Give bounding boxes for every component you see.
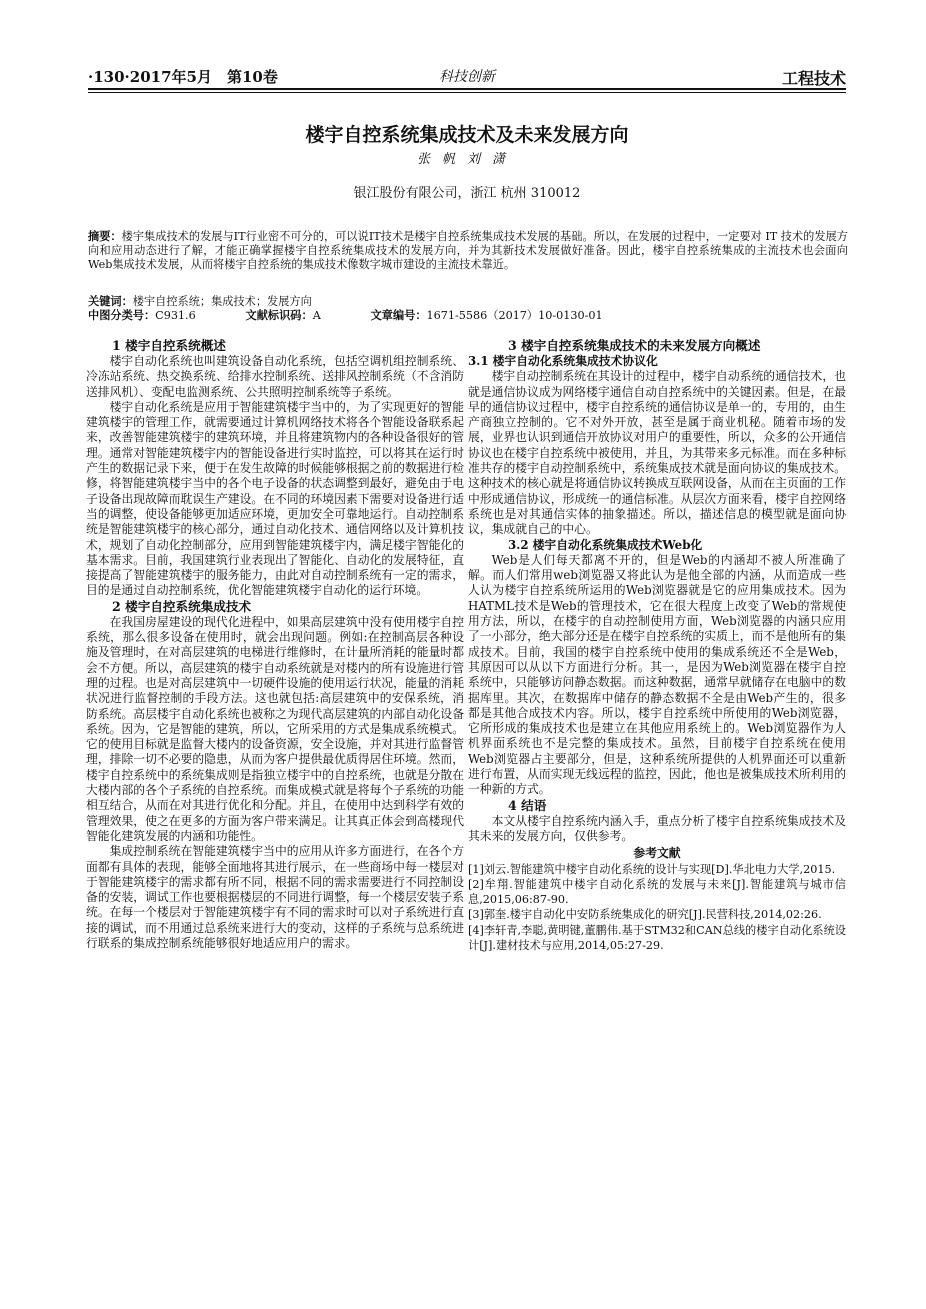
- section-4-title: 4 结语: [508, 797, 547, 813]
- paper-authors: 张帆刘潇: [416, 152, 517, 167]
- clc-value: C931.6: [155, 309, 196, 322]
- section-3-2-title: 3.2 楼宇自动化系统集成技术Web化: [508, 537, 703, 552]
- reference-item: [3]郭奎.楼宇自动化中安防系统集成化的研究[J].民营科技,2014,02:26.: [468, 908, 822, 922]
- abstract: [88, 230, 848, 271]
- section-2-paragraph: 在我国房屋建设的现代化进程中，如果高层建筑中没有使用楼宇自控系统，那么很多设备在使用时，就会出现问题。例如:在控制高层各种设施及管理时，在对高层建筑的电梯进行维修时，在计量所消耗的能量时都会不方便。所以，高层建筑的楼宇自动系统就是对楼内的所有设施进行管理的过程。也是对高层建筑中一切硬件设施的使用运行状况，能量的消耗状况进行监督控制的手段方法。这也就包括:高层建筑中的安保系统，消防系统。高层楼宇自动化系统也被称之为现代高层建筑的内部自动化设备系统。因为，它是智能的建筑，所以，它所采用的方式是集成系统模式。它的使用目标就是监督大楼内的设备资源，安全设施，并对其进行监督管理，排除一切不必要的隐患，从而为客户提供最优质得居住环境。然而，楼宇自控系统中的系统集成则是指独立楼宇中的自控系统，也就是分散在大楼内部的各个子系统的自控系统。而集成模式就是将每个子系统的功能相互结合，从而在对其进行优化和分配。并且，在使用中达到科学有效的管理效果，使之在更多的方面为客户带来满足。让其真正体会到高楼现代智能化建筑发展的内涵和功能性。: [86, 614, 464, 843]
- paper-affiliation: 银江股份有限公司，浙江 杭州 310012: [353, 186, 581, 201]
- keywords-label: 关键词：: [88, 294, 133, 308]
- abstract-text: 楼宇集成技术的发展与IT行业密不可分的，可以说IT技术是楼宇自控系统集成技术发展的基础。所以，在发展的过程中，一定要对 IT 技术的发展方向和应用动态进行了解，才能正确掌握楼宇自控系统集成技术的发展方向，并为其新技术发展做好准备。因此，楼宇自控系统集成的主流技术也会面向Web集成技术发展，从而将楼宇自控系统的集成技术像数字城市建设的主流技术靠近。: [88, 230, 848, 271]
- reference-item: [1]刘云.智能建筑中楼宇自动化系统的设计与实现[D].华北电力大学,2015.: [468, 862, 836, 876]
- right-column: [468, 338, 846, 953]
- keywords-text: 楼宇自控系统；集成技术；发展方向: [132, 295, 312, 308]
- header-rule-thin: [88, 92, 846, 93]
- section-4-paragraph: 本文从楼宇自控系统内涵入手，重点分析了楼宇自控系统集成技术及其未来的发展方向，仅供参考。: [468, 813, 846, 843]
- section-3-1-title: 3.1 楼宇自动化系统集成技术协议化: [468, 354, 658, 368]
- article-no-label: 文章编号：: [370, 308, 427, 322]
- references-heading: 参考文献: [633, 846, 681, 861]
- article-no-value: 1671-5586（2017）10-0130-01: [426, 309, 603, 322]
- header-section-name: 工程技术: [781, 69, 846, 88]
- page-header: [88, 66, 846, 86]
- header-issue-info: ·130·2017年5月 第10卷: [88, 68, 278, 86]
- paper-title: 楼宇自控系统集成技术及未来发展方向: [305, 124, 629, 146]
- doc-code-label: 文献标识码：: [245, 308, 313, 322]
- classification-line: [88, 308, 848, 323]
- section-3-2-paragraph: Web是人们每天都离不开的，但是Web的内涵却不被人所准确了解。而人们常用web浏览器又将此认为是他全部的内涵，从而造成一些人认为楼宇自控系统所运用的Web浏览器就是它的应用集成技术。因为HATML技术是Web的管理技术，它在很大程度上改变了Web的常规使用方法，所以，在楼宇的自动控制使用方面，Web浏览器的内涵只应用了一小部分，绝大部分还是在楼宇自控系统的实质上，而不是他所有的集成技术。目前，我国的楼宇自控系统中使用的集成系统还不全是Web，其原因可以从以下方面进行分析。其一，是因为Web浏览器在楼宇自控系统中，只能够访问静态数据。而这种数据，通常早就储存在电脑中的数据库里。其次，在数据库中储存的静态数据不全是由Web产生的，很多都是其他合成技术内容。所以，楼宇自控系统中所使用的Web浏览器，它所形成的集成技术也是建立在其他应用系统上的。Web浏览器作为人机界面系统也不是完整的集成技术。虽然，目前楼宇自控系统在使用Web浏览器占主要部分，但是，这种系统所提供的人机界面还可以重新进行布置，从而实现无线远程的监控，因此，他也是被集成技术所利用的一种新的方式。: [468, 552, 846, 797]
- doc-code-value: A: [312, 309, 321, 322]
- keywords: [88, 294, 848, 309]
- section-1-paragraph: 楼宇自动化系统也叫建筑设备自动化系统，包括空调机组控制系统、冷冻站系统、热交换系统、给排水控制系统、送排风控制系统（不含消防送排风机）、变配电监测系统、公共照明控制系统等子系统。: [86, 354, 464, 399]
- clc-label: 中图分类号：: [88, 308, 156, 322]
- section-2-title: 2 楼宇自控系统集成技术: [112, 598, 252, 614]
- reference-item: [4]李轩青,李聪,黄明键,董鹏伟.基于STM32和CAN总线的楼宇自动化系统设计[J].建材技术与应用,2014,05:27-29.: [468, 923, 846, 952]
- section-1-paragraph: 楼宇自动化系统是应用于智能建筑楼宇当中的，为了实现更好的智能建筑楼宇的管理工作，就需要通过计算机网络技术将各个智能设备联系起来，改善智能建筑楼宇的建筑环境，并且将建筑物内的各种设备很好的管理。通常对智能建筑楼宇内的智能设备进行实时监控，可以将其在运行时产生的数据记录下来，便于在发生故障的时候能够根据之前的数据进行检修，将智能建筑楼宇当中的各个电子设备的状态调整到最好，避免由于电子设备出现故障而耽误生产建设。在不同的环境因素下需要对设备进行适当的调整，使设备能够更加适应环境，更加安全可靠地运行。自动控制系统是智能建筑楼宇的核心部分，通过自动化技术、通信网络以及计算机技术，规划了自动化控制部分，应用到智能建筑楼宇内，满足楼宇智能化的基本需求。目前，我国建筑行业表现出了智能化、自动化的发展特征，直接提高了智能建筑楼宇的服务能力，由此对自动控制系统有一定的需求，目的是通过自动控制系统，优化智能建筑楼宇自动化的运行环境。: [86, 399, 464, 598]
- section-3-1-paragraph: 楼宇自动控制系统在其设计的过程中，楼宇自动系统的通信技术，也就是通信协议成为网络楼宇通信自动自控系统中的关键因素。但是，在最早的通信协议过程中，楼宇自控系统的通信协议是单一的，专用的，由生产商独立控制的。它不对外开放，甚至是属于商业机秘。随着市场的发展，业界也认识到通信开放协议对用户的重要性，所以，众多的公开通信协议也在楼宇自控系统中被使用，并且，为其带来多元标准。而在多种标准共存的楼宇自动控制系统中，系统集成技术就是面向协议的集成技术。这种技术的核心就是将通信协议转换成互联网设备，从而在主页面的工作中形成通信协议，形成统一的通信标准。从层次方面来看，楼宇自控网络系统也是对其通信实体的抽象描述。所以，描述信息的模型就是面向协议，集成就自己的中心。: [468, 369, 846, 537]
- header-rule-thick: [88, 88, 846, 90]
- abstract-label: 摘要：: [88, 229, 122, 243]
- left-column: [86, 338, 464, 951]
- section-3-title: 3 楼宇自控系统集成技术的未来发展方向概述: [508, 338, 761, 353]
- header-journal-name: 科技创新: [439, 69, 495, 85]
- section-2-paragraph: 集成控制系统在智能建筑楼宇当中的应用从许多方面进行，在各个方面都有具体的表现，能够全面地将其进行展示，在一些商场中每一楼层对于智能建筑楼宇的需求都有所不同，根据不同的需求需要进行不同控制设备的安装，调试工作也要根据楼层的不同进行调整，每一个楼层安装子系统。在每一个楼层对于智能建筑楼宇有不同的需求时可以对子系统进行直接的调试，而不用通过总系统来进行大的变动，这样的子系统与总系统进行联系的集成控制系统能够很好地适应用户的需求。: [86, 844, 464, 950]
- reference-item: [2]牟翔.智能建筑中楼宇自动化系统的发展与未来[J].智能建筑与城市信息,2015,06:87-90.: [468, 877, 846, 907]
- section-1-title: 1 楼宇自控系统概述: [112, 338, 226, 353]
